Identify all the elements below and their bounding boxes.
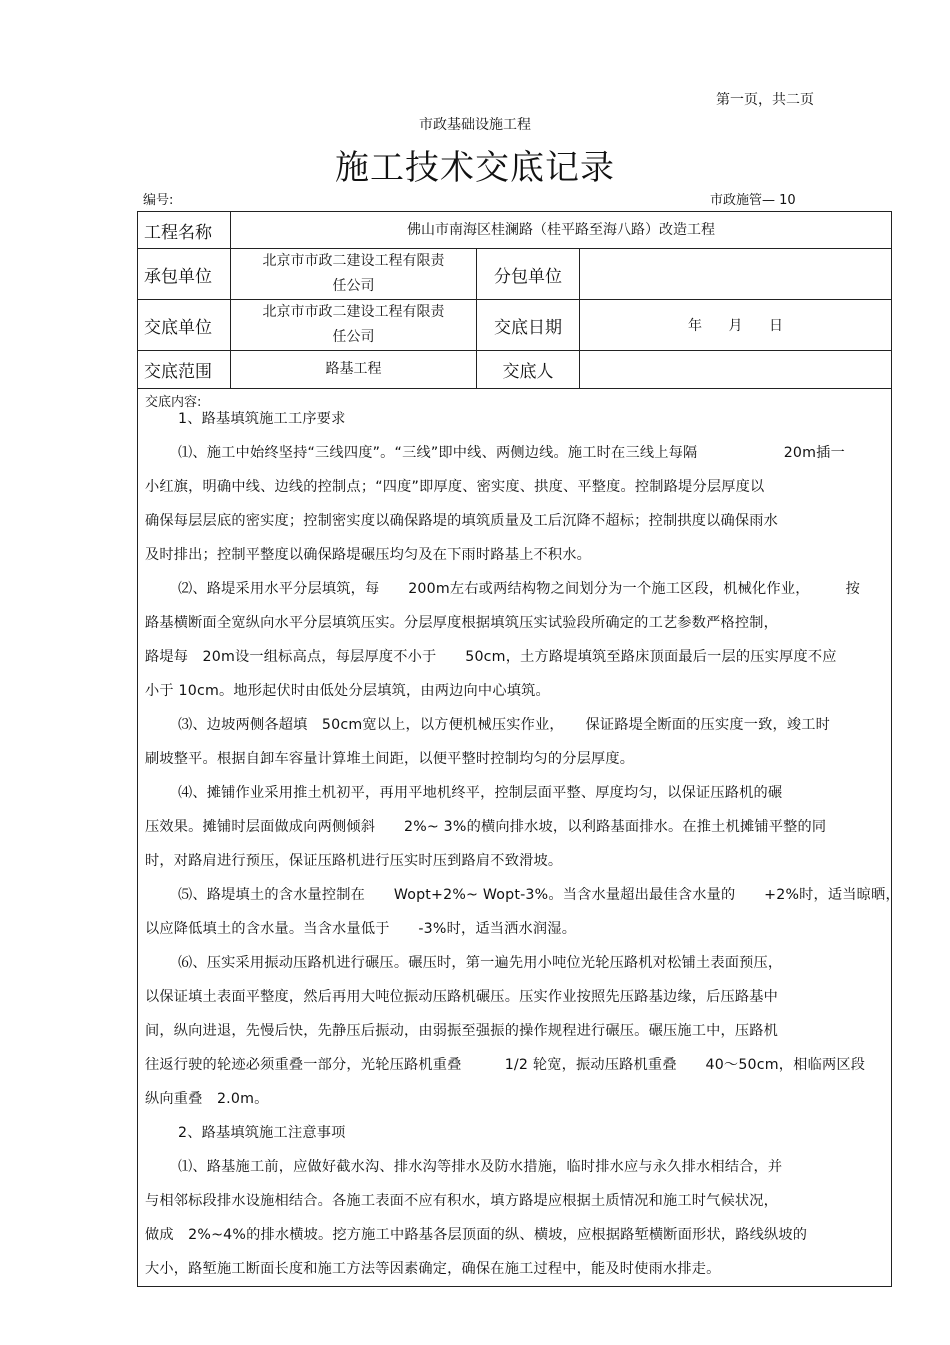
content-line: 纵向重叠 2.0m。 [145, 1091, 269, 1107]
briefing-record-table [137, 211, 900, 1287]
content-line: 1、路基填筑施工工序要求 [178, 411, 346, 427]
content-line: 路堤每 20m设一组标高点，每层厚度不小于 50cm，土方路堤填筑至路床顶面最后一层的压实厚度不应 [145, 649, 837, 665]
briefer-value [580, 351, 892, 389]
content-line: 及时排出；控制平整度以确保路堤碾压均匀及在下雨时路基上不积水。 [145, 547, 592, 563]
content-line: 时，对路肩进行预压，保证压路机进行压实时压到路肩不致滑坡。 [145, 853, 563, 869]
content-line: ⑷、摊铺作业采用推土机初平，再用平地机终平，控制层面平整、厚度均匀，以保证压路机的碾 [178, 785, 783, 801]
content-label: 交底内容: [145, 395, 202, 410]
row-contractor [138, 249, 892, 300]
content-line: 压效果。摊铺时层面做成向两侧倾斜 2%~ 3%的横向排水坡，以利路基面排水。在推土机摊铺平整的同 [145, 819, 827, 835]
content-line: 确保每层层底的密实度；控制密实度以确保路堤的填筑质量及工后沉降不超标；控制拱度以确保雨水 [145, 513, 779, 529]
scope-value: 路基工程 [231, 351, 477, 389]
briefing-date-value: 年 月 日 [580, 300, 892, 351]
content-line: 间，纵向进退，先慢后快，先静压后振动，由弱振至强振的操作规程进行碾压。碾压施工中，压路机 [145, 1023, 779, 1039]
content-line: 与相邻标段排水设施相结合。各施工表面不应有积水，填方路堤应根据土质情况和施工时气候状况， [145, 1193, 779, 1209]
row-scope [138, 351, 892, 389]
project-name-value: 佛山市南海区桂澜路（桂平路至海八路）改造工程 [231, 212, 892, 249]
content-line: 路基横断面全宽纵向水平分层填筑压实。分层厚度根据填筑压实试验段所确定的工艺参数严格控制， [145, 615, 779, 631]
briefing-unit-line-2: 任公司 [332, 329, 375, 345]
briefer-label: 交底人 [477, 351, 580, 389]
code-value: 市政施管— 10 [710, 193, 796, 208]
document-category: 市政基础设施工程 [419, 117, 531, 133]
project-name-label: 工程名称 [138, 212, 231, 249]
briefing-unit-value [231, 300, 477, 351]
briefing-content [138, 389, 900, 1287]
scope-label: 交底范围 [138, 351, 231, 389]
row-project-name [138, 212, 892, 249]
contractor-line-1: 北京市市政二建设工程有限责 [262, 253, 445, 269]
content-line: 以保证填土表面平整度，然后再用大吨位振动压路机碾压。压实作业按照先压路基边缘，后压路基中 [145, 989, 779, 1005]
content-line: 做成 2%~4%的排水横坡。挖方施工中路基各层顶面的纵、横坡，应根据路堑横断面形状，路线纵坡的 [145, 1227, 808, 1243]
content-line: 以应降低填土的含水量。当含水量低于 -3%时，适当洒水润湿。 [145, 921, 577, 937]
content-line: ⑹、压实采用振动压路机进行碾压。碾压时，第一遍先用小吨位光轮压路机对松铺土表面预压， [178, 955, 783, 971]
document-title: 施工技术交底记录 [335, 148, 615, 188]
row-content [138, 389, 892, 1287]
content-line: ⑴、路基施工前，应做好截水沟、排水沟等排水及防水措施，临时排水应与永久排水相结合，并 [178, 1159, 783, 1175]
content-line: 往返行驶的轮迹必须重叠一部分，光轮压路机重叠 1/2 轮宽，振动压路机重叠 40～50cm，相临两区段 [145, 1057, 866, 1073]
content-line: 刷坡整平。根据自卸车容量计算堆土间距，以便平整时控制均匀的分层厚度。 [145, 751, 635, 767]
content-line: ⑵、路堤采用水平分层填筑，每 200m左右或两结构物之间划分为一个施工区段，机械化作业， 按 [178, 581, 861, 597]
content-line: ⑸、路堤填土的含水量控制在 Wopt+2%~ Wopt-3%。当含水量超出最佳含水量的 +2%时，适当晾晒， [178, 887, 900, 903]
content-line: 2、路基填筑施工注意事项 [178, 1125, 346, 1141]
content-line: ⑴、施工中始终坚持“三线四度”。“三线”即中线、两侧边线。施工时在三线上每隔 20m插一 [178, 445, 845, 461]
content-line: 大小，路堑施工断面长度和施工方法等因素确定，确保在施工过程中，能及时使雨水排走。 [145, 1261, 721, 1277]
contractor-label: 承包单位 [138, 249, 231, 300]
contractor-value [231, 249, 477, 300]
subcontractor-label: 分包单位 [477, 249, 580, 300]
subcontractor-value [580, 249, 892, 300]
contractor-line-2: 任公司 [332, 278, 375, 294]
briefing-date-label: 交底日期 [477, 300, 580, 351]
content-line: 小红旗，明确中线、边线的控制点；“四度”即厚度、密实度、拱度、平整度。控制路堤分层厚度以 [145, 479, 765, 495]
code-label: 编号: [143, 193, 174, 208]
content-line: ⑶、边坡两侧各超填 50cm宽以上，以方便机械压实作业， 保证路堤全断面的压实度一致，竣工时 [178, 717, 831, 733]
briefing-unit-line-1: 北京市市政二建设工程有限责 [262, 304, 445, 320]
briefing-unit-label: 交底单位 [138, 300, 231, 351]
page-number: 第一页，共二页 [716, 92, 814, 108]
content-line: 小于 10cm。地形起伏时由低处分层填筑，由两边向中心填筑。 [145, 683, 550, 699]
row-briefing-unit [138, 300, 892, 351]
